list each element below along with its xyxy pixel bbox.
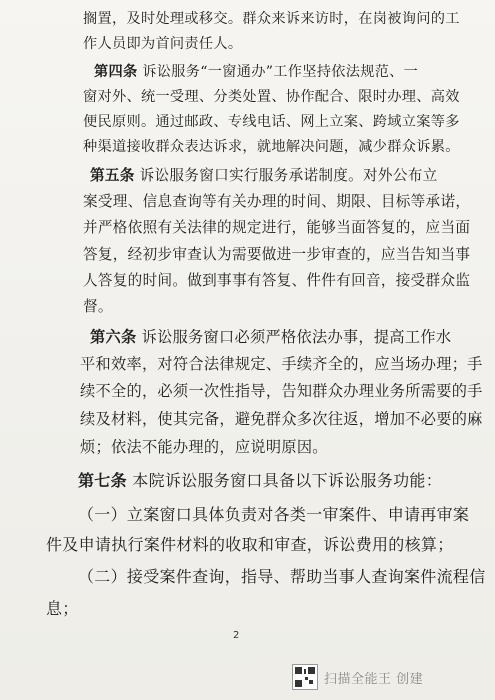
text-line-10: 答复，经初步审查认为需要做进一步审查的，应当告知当事 bbox=[83, 246, 471, 263]
text-line-11: 人答复的时间。做到事事有答复、件件有回音，接受群众监 bbox=[83, 272, 471, 289]
text-line-16: 续及材料，使其完备，避免群众多次往返，增加不必要的麻 bbox=[80, 410, 483, 428]
text-line-9: 并严格依照有关法律的规定进行，能够当面答复的，应当面 bbox=[83, 219, 471, 236]
text-line-22: 息； bbox=[46, 599, 79, 618]
article-heading: 第五条 bbox=[90, 167, 135, 184]
article-heading: 第四条 bbox=[94, 64, 138, 80]
text-line-20: 件及申请执行案件材料的收取和审查，诉讼费用的核算； bbox=[46, 535, 454, 554]
text-line-17: 烦；依法不能办理的，应说明原因。 bbox=[80, 438, 328, 456]
scanner-watermark bbox=[292, 664, 423, 690]
article-5-line-1: 第五条 诉讼服务窗口实行服务承诺制度。对外公布立 bbox=[90, 167, 438, 184]
article-7-line-1: 第七条 本院诉讼服务窗口具备以下诉讼服务功能： bbox=[78, 471, 442, 490]
text-line-4: 窗对外、统一受理、分类处置、协作配合、限时办理、高效 bbox=[83, 89, 460, 105]
article-4-line-1: 第四条 诉讼服务“一窗通办”工作坚持依法规范、一 bbox=[94, 64, 419, 80]
qr-code-icon bbox=[292, 664, 318, 690]
page-number: 2 bbox=[233, 630, 240, 641]
text-line-19: （一）立案窗口具体负责对各类一审案件、申请再审案 bbox=[78, 505, 470, 524]
article-6-line-1: 第六条 诉讼服务窗口必须严格依法办事，提高工作水 bbox=[90, 328, 452, 346]
text-line-5: 便民原则。通过邮政、专线电话、网上立案、跨域立案等多 bbox=[83, 114, 460, 130]
text-line-1: 搁置，及时处理或移交。群众来诉来访时，在岗被询问的工 bbox=[83, 11, 460, 27]
text-line-8: 案受理、信息查询等有关办理的时间、期限、目标等承诺， bbox=[83, 193, 471, 210]
text-line-6: 种渠道接收群众表达诉求，就地解决问题，减少群众诉累。 bbox=[83, 139, 460, 155]
text-line-21: （二）接受案件查询，指导、帮助当事人查询案件流程信 bbox=[78, 567, 486, 586]
text-line-2: 作人员即为首问责任人。 bbox=[83, 36, 243, 52]
text-line-12: 督。 bbox=[83, 298, 113, 315]
text-line-15: 续不全的，必须一次性指导，告知群众办理业务所需要的手 bbox=[80, 382, 483, 400]
article-heading: 第七条 bbox=[78, 471, 127, 490]
text-line-14: 平和效率，对符合法律规定、手续齐全的，应当场办理；手 bbox=[80, 355, 483, 373]
article-heading: 第六条 bbox=[90, 328, 137, 346]
watermark-text: 扫描全能王 创建 bbox=[324, 671, 424, 687]
